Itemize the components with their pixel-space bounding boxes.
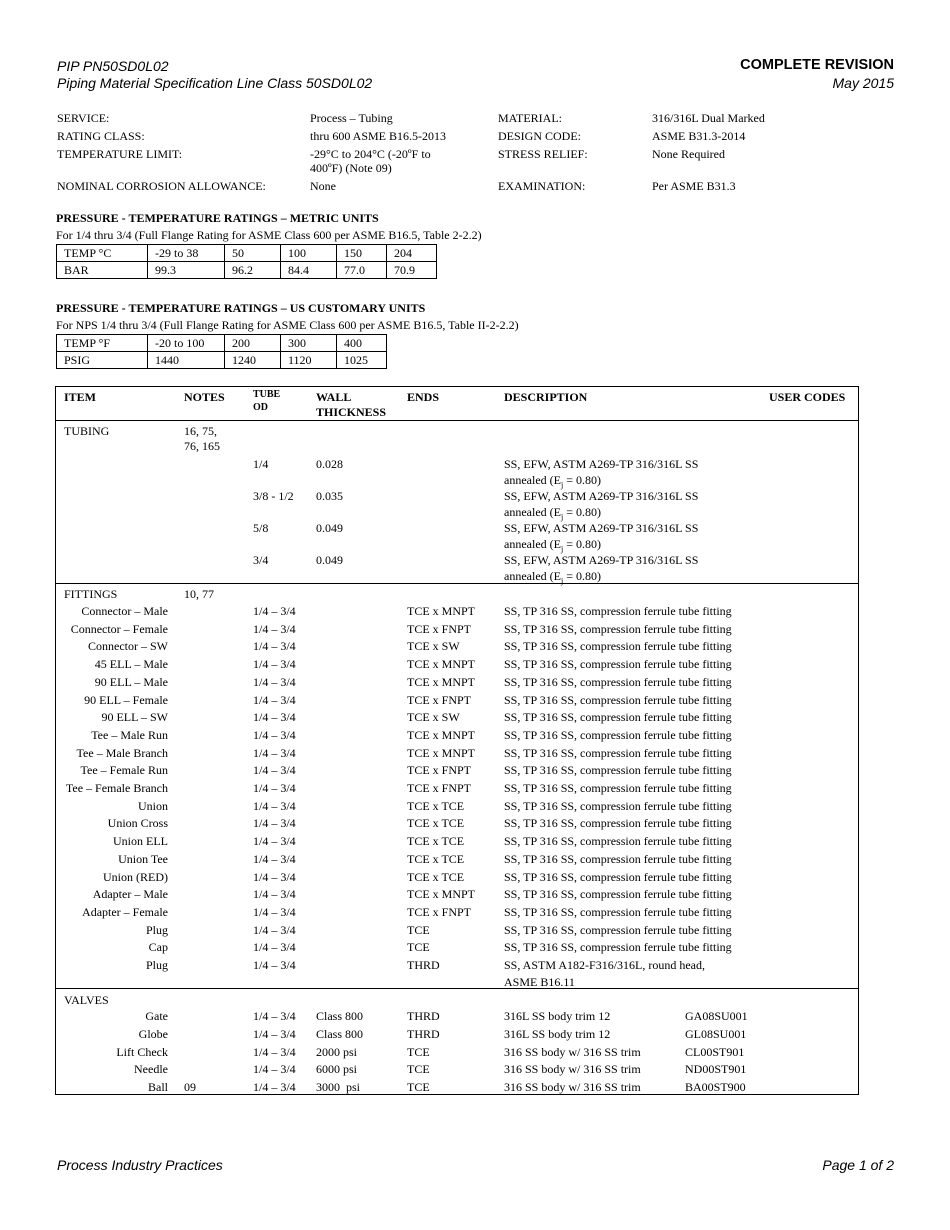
- stress-label: STRESS RELIEF:: [498, 147, 588, 161]
- valve-user-code: BA00ST900: [685, 1080, 746, 1095]
- tubing-notes-1: 16, 75,: [184, 424, 217, 438]
- tubing-desc-text: annealed (E: [504, 505, 561, 519]
- table-cell: 99.3: [148, 262, 225, 279]
- valve-desc: 316L SS body trim 12: [504, 1009, 611, 1023]
- table-cell: 84.4: [281, 262, 337, 279]
- valve-desc: 316 SS body w/ 316 SS trim: [504, 1062, 641, 1077]
- table-cell: 1120: [281, 352, 337, 369]
- tubing-wall: 0.028: [316, 457, 343, 471]
- fitting-ends: TCE x SW: [407, 639, 460, 654]
- tubing-desc-tail: = 0.80): [563, 473, 601, 487]
- fitting-od: 1/4 – 3/4: [253, 710, 296, 725]
- tubing-od: 3/8 - 1/2: [253, 489, 294, 503]
- tubing-desc: SS, EFW, ASTM A269-TP 316/316L SS: [504, 489, 699, 503]
- fitting-ends: TCE x FNPT: [407, 904, 472, 919]
- fitting-ends: TCE x MNPT: [407, 604, 476, 618]
- table-cell: 150: [337, 245, 387, 262]
- metric-bar-row: [57, 262, 437, 279]
- valve-item: Gate: [145, 1009, 168, 1023]
- fitting-item: 90 ELL – SW: [101, 710, 168, 725]
- fitting-od: 1/4 – 3/4: [253, 781, 296, 795]
- fitting-item: 45 ELL – Male: [94, 657, 168, 672]
- table-cell: 70.9: [387, 262, 437, 279]
- col-user-codes: USER CODES: [769, 390, 846, 404]
- tubing-desc-subscript: j: [560, 480, 564, 490]
- tubing-desc: SS, EFW, ASTM A269-TP 316/316L SS: [504, 457, 699, 471]
- fitting-ends: TCE x TCE: [407, 869, 465, 884]
- tubing-desc-subscript: j: [560, 544, 564, 554]
- us-psig-row: [57, 352, 387, 369]
- us-title: PRESSURE - TEMPERATURE RATINGS – US CUSTOMARY UNITS: [56, 301, 426, 315]
- table-cell: 1025: [337, 352, 387, 369]
- valve-user-code: GL08SU001: [685, 1026, 747, 1041]
- tubing-desc-tail: = 0.80): [563, 505, 601, 519]
- fitting-ends: TCE x TCE: [407, 798, 465, 813]
- corrosion-value: None: [310, 179, 336, 193]
- fitting-desc: SS, TP 316 SS, compression ferrule tube fitting: [504, 869, 732, 884]
- table-cell: 96.2: [225, 262, 281, 279]
- header-divider: [55, 420, 859, 421]
- fitting-ends: TCE x TCE: [407, 816, 465, 831]
- metric-temp-row: [57, 245, 437, 262]
- table-cell: 300: [281, 335, 337, 352]
- fitting-item: 90 ELL – Male: [94, 674, 168, 689]
- fitting-desc: SS, TP 316 SS, compression ferrule tube fitting: [504, 674, 732, 689]
- fitting-ends: TCE x MNPT: [407, 887, 476, 902]
- fitting-desc: SS, TP 316 SS, compression ferrule tube fitting: [504, 816, 732, 831]
- fitting-od: 1/4 – 3/4: [253, 692, 296, 707]
- revision-label: COMPLETE REVISION: [740, 57, 894, 73]
- fitting-item: Plug: [145, 958, 168, 972]
- fitting-od: 1/4 – 3/4: [253, 958, 296, 972]
- fitting-item: Tee – Male Run: [91, 727, 168, 742]
- fitting-ends: TCE x MNPT: [407, 657, 476, 672]
- exam-label: EXAMINATION:: [498, 179, 586, 193]
- fitting-desc: SS, TP 316 SS, compression ferrule tube fitting: [504, 639, 732, 654]
- valve-ends: TCE: [407, 1080, 430, 1095]
- valve-item: Ball: [148, 1080, 168, 1095]
- valve-ends: TCE: [407, 1044, 430, 1059]
- valve-desc: 316 SS body w/ 316 SS trim: [504, 1080, 641, 1095]
- fitting-ends: TCE x SW: [407, 710, 460, 725]
- tubing-desc-text: annealed (E: [504, 569, 561, 583]
- col-item: ITEM: [64, 390, 97, 404]
- fitting-ends: TCE x FNPT: [407, 692, 472, 707]
- fitting-desc: SS, TP 316 SS, compression ferrule tube fitting: [504, 781, 732, 795]
- fitting-desc: SS, ASTM A182-F316/316L, round head,: [504, 958, 706, 972]
- temp-label: TEMPERATURE LIMIT:: [57, 147, 183, 161]
- fittings-label: FITTINGS: [64, 587, 118, 601]
- rating-value: thru 600 ASME B16.5-2013: [310, 129, 447, 143]
- footer-page: Page 1 of 2: [822, 1157, 894, 1173]
- doc-id: PIP PN50SD0L02: [57, 58, 169, 74]
- fitting-desc: SS, TP 316 SS, compression ferrule tube fitting: [504, 604, 732, 618]
- valve-od: 1/4 – 3/4: [253, 1062, 296, 1077]
- valve-od: 1/4 – 3/4: [253, 1009, 296, 1023]
- fitting-od: 1/4 – 3/4: [253, 674, 296, 689]
- fitting-desc: SS, TP 316 SS, compression ferrule tube fitting: [504, 692, 732, 707]
- col-tube-od-2: OD: [253, 402, 268, 413]
- tubing-wall: 0.049: [316, 521, 343, 535]
- tubing-desc-2: [504, 568, 601, 589]
- fitting-desc: SS, TP 316 SS, compression ferrule tube fitting: [504, 904, 732, 919]
- table-cell: BAR: [57, 262, 148, 279]
- fitting-od: 1/4 – 3/4: [253, 621, 296, 636]
- valve-desc: 316 SS body w/ 316 SS trim: [504, 1044, 641, 1059]
- footer-left: Process Industry Practices: [57, 1157, 223, 1173]
- fitting-item: Connector – Female: [70, 621, 168, 636]
- tubing-label: TUBING: [64, 424, 110, 438]
- col-ends: ENDS: [407, 390, 440, 404]
- valve-user-code: CL00ST901: [685, 1044, 745, 1059]
- material-value: 316/316L Dual Marked: [652, 111, 765, 125]
- fitting-desc: SS, TP 316 SS, compression ferrule tube fitting: [504, 710, 732, 725]
- tubing-desc-text: annealed (E: [504, 473, 561, 487]
- fitting-item: Union Cross: [107, 816, 168, 831]
- fitting-item: 90 ELL – Female: [84, 692, 168, 707]
- revision-date: May 2015: [832, 75, 894, 91]
- fitting-desc: SS, TP 316 SS, compression ferrule tube fitting: [504, 621, 732, 636]
- us-subtitle: For NPS 1/4 thru 3/4 (Full Flange Rating for ASME Class 600 per ASME B16.5, Table II-2-2.2): [56, 318, 519, 332]
- table-cell: -29 to 38: [148, 245, 225, 262]
- tubing-od: 5/8: [253, 521, 269, 535]
- fitting-desc: SS, TP 316 SS, compression ferrule tube fitting: [504, 834, 732, 849]
- valve-od: 1/4 – 3/4: [253, 1044, 296, 1059]
- valve-rating: 6000 psi: [316, 1062, 358, 1077]
- material-label: MATERIAL:: [498, 111, 562, 125]
- fitting-item: Tee – Female Branch: [65, 781, 168, 795]
- valve-rating: Class 800: [316, 1026, 364, 1041]
- design-value: ASME B31.3-2014: [652, 129, 746, 143]
- valve-notes: 09: [184, 1080, 196, 1095]
- fitting-od: 1/4 – 3/4: [253, 922, 296, 937]
- tubing-desc-tail: = 0.80): [563, 569, 601, 583]
- fitting-last-desc-2: ASME B16.11: [504, 975, 575, 989]
- fitting-od: 1/4 – 3/4: [253, 763, 296, 778]
- tubing-desc: SS, EFW, ASTM A269-TP 316/316L SS: [504, 521, 699, 535]
- col-tube-od-1: TUBE: [253, 389, 281, 400]
- fitting-od: 1/4 – 3/4: [253, 639, 296, 654]
- tubing-notes-2: 76, 165: [184, 439, 220, 453]
- us-temp-row: [57, 335, 387, 352]
- service-value: Process – Tubing: [310, 111, 393, 125]
- fitting-od: 1/4 – 3/4: [253, 904, 296, 919]
- temp-value-1: -29°C to 204°C (-20ºF to: [310, 147, 431, 161]
- doc-title: Piping Material Specification Line Class 50SD0L02: [57, 75, 373, 91]
- fitting-item: Plug: [145, 922, 168, 937]
- fitting-od: 1/4 – 3/4: [253, 940, 296, 955]
- table-cell: TEMP °C: [57, 245, 148, 262]
- valves-label: VALVES: [64, 993, 109, 1007]
- fitting-ends: TCE x TCE: [407, 851, 465, 866]
- fitting-item: Connector – SW: [88, 639, 168, 654]
- tubing-desc-subscript: j: [560, 512, 564, 522]
- stress-value: None Required: [652, 147, 725, 161]
- fitting-item: Connector – Male: [81, 604, 168, 618]
- col-wall-1: WALL: [316, 390, 352, 404]
- fitting-ends: TCE x FNPT: [407, 621, 472, 636]
- valve-item: Lift Check: [116, 1044, 168, 1059]
- fitting-desc: SS, TP 316 SS, compression ferrule tube fitting: [504, 763, 732, 778]
- tubing-desc-tail: = 0.80): [563, 537, 601, 551]
- metric-subtitle: For 1/4 thru 3/4 (Full Flange Rating for ASME Class 600 per ASME B16.5, Table 2-2.2): [56, 228, 482, 242]
- table-cell: 50: [225, 245, 281, 262]
- fitting-od: 1/4 – 3/4: [253, 657, 296, 672]
- fitting-desc: SS, TP 316 SS, compression ferrule tube fitting: [504, 798, 732, 813]
- fitting-item: Union ELL: [113, 834, 168, 849]
- fitting-ends: TCE: [407, 940, 430, 955]
- valve-od: 1/4 – 3/4: [253, 1026, 296, 1041]
- fittings-divider: [55, 988, 859, 989]
- fitting-od: 1/4 – 3/4: [253, 851, 296, 866]
- valve-rating: 2000 psi: [316, 1044, 358, 1059]
- table-cell: TEMP °F: [57, 335, 148, 352]
- fitting-od: 1/4 – 3/4: [253, 798, 296, 813]
- fitting-item: Union (RED): [103, 869, 168, 884]
- fitting-desc: SS, TP 316 SS, compression ferrule tube fitting: [504, 657, 732, 672]
- table-cell: 1440: [148, 352, 225, 369]
- fitting-item: Tee – Male Branch: [76, 745, 168, 760]
- metric-table: [56, 244, 437, 279]
- fitting-item: Tee – Female Run: [80, 763, 168, 778]
- fitting-desc: SS, TP 316 SS, compression ferrule tube fitting: [504, 727, 732, 742]
- fitting-od: 1/4 – 3/4: [253, 604, 296, 618]
- fitting-ends: TCE x FNPT: [407, 781, 472, 795]
- valve-rating: 3000 psi: [316, 1080, 361, 1095]
- tubing-wall: 0.035: [316, 489, 343, 503]
- fitting-item: Adapter – Male: [92, 887, 168, 902]
- valve-user-code: ND00ST901: [685, 1062, 747, 1077]
- fitting-od: 1/4 – 3/4: [253, 816, 296, 831]
- fitting-item: Union: [138, 798, 168, 813]
- valve-ends: THRD: [407, 1026, 440, 1041]
- table-cell: 1240: [225, 352, 281, 369]
- table-cell: 77.0: [337, 262, 387, 279]
- valve-desc: 316L SS body trim 12: [504, 1026, 611, 1041]
- table-cell: 200: [225, 335, 281, 352]
- corrosion-label: NOMINAL CORROSION ALLOWANCE:: [57, 179, 266, 193]
- fitting-desc: SS, TP 316 SS, compression ferrule tube fitting: [504, 745, 732, 760]
- valve-ends: TCE: [407, 1062, 430, 1077]
- col-wall-2: THICKNESS: [316, 405, 387, 419]
- table-cell: 400: [337, 335, 387, 352]
- table-cell: 204: [387, 245, 437, 262]
- tubing-desc-text: annealed (E: [504, 537, 561, 551]
- fitting-ends: THRD: [407, 958, 440, 972]
- valve-user-code: GA08SU001: [685, 1009, 748, 1023]
- metric-title: PRESSURE - TEMPERATURE RATINGS – METRIC UNITS: [56, 211, 379, 225]
- col-notes: NOTES: [184, 390, 225, 404]
- fitting-od: 1/4 – 3/4: [253, 887, 296, 902]
- valve-item: Needle: [134, 1062, 168, 1077]
- service-label: SERVICE:: [57, 111, 110, 125]
- fitting-desc: SS, TP 316 SS, compression ferrule tube fitting: [504, 851, 732, 866]
- tubing-desc: SS, EFW, ASTM A269-TP 316/316L SS: [504, 553, 699, 567]
- fitting-ends: TCE: [407, 922, 430, 937]
- exam-value: Per ASME B31.3: [652, 179, 736, 193]
- rating-label: RATING CLASS:: [57, 129, 145, 143]
- design-label: DESIGN CODE:: [498, 129, 581, 143]
- fitting-ends: TCE x MNPT: [407, 727, 476, 742]
- fitting-od: 1/4 – 3/4: [253, 869, 296, 884]
- tubing-wall: 0.049: [316, 553, 343, 567]
- fitting-ends: TCE x MNPT: [407, 674, 476, 689]
- fitting-ends: TCE x MNPT: [407, 745, 476, 760]
- fitting-ends: TCE x TCE: [407, 834, 465, 849]
- col-description: DESCRIPTION: [504, 390, 588, 404]
- fitting-desc: SS, TP 316 SS, compression ferrule tube fitting: [504, 922, 732, 937]
- fittings-notes: 10, 77: [184, 587, 214, 601]
- temp-value-2: 400ºF) (Note 09): [310, 161, 392, 175]
- tubing-od: 1/4: [253, 457, 269, 471]
- valve-rating: Class 800: [316, 1009, 364, 1023]
- valve-ends: THRD: [407, 1009, 440, 1023]
- fitting-item: Union Tee: [118, 851, 168, 866]
- valve-od: 1/4 – 3/4: [253, 1080, 296, 1095]
- table-cell: 100: [281, 245, 337, 262]
- fitting-od: 1/4 – 3/4: [253, 834, 296, 849]
- fitting-ends: TCE x FNPT: [407, 763, 472, 778]
- table-cell: -20 to 100: [148, 335, 225, 352]
- tubing-divider: [55, 583, 859, 584]
- fitting-od: 1/4 – 3/4: [253, 745, 296, 760]
- fitting-desc: SS, TP 316 SS, compression ferrule tube fitting: [504, 940, 732, 955]
- fitting-od: 1/4 – 3/4: [253, 727, 296, 742]
- table-cell: PSIG: [57, 352, 148, 369]
- fitting-item: Cap: [148, 940, 168, 955]
- tubing-desc-subscript: j: [560, 576, 564, 586]
- tubing-od: 3/4: [253, 553, 269, 567]
- fitting-desc: SS, TP 316 SS, compression ferrule tube fitting: [504, 887, 732, 902]
- fitting-item: Adapter – Female: [82, 904, 168, 919]
- us-table: [56, 334, 387, 369]
- valve-item: Globe: [138, 1026, 168, 1041]
